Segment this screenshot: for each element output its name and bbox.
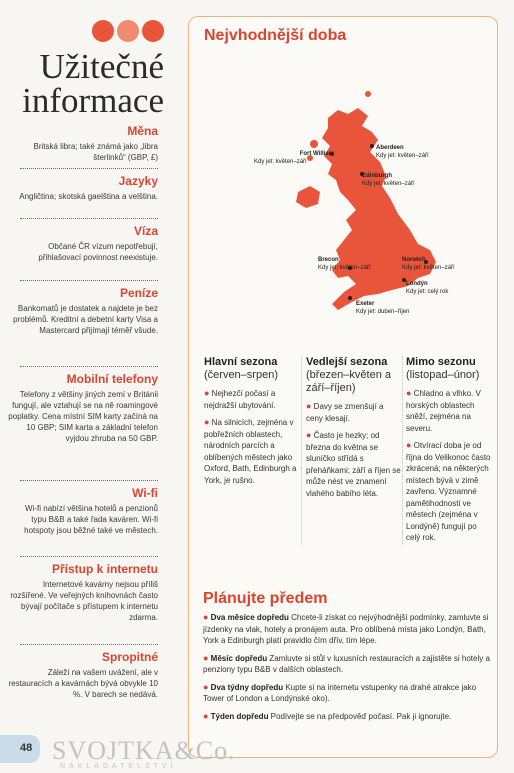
island-shape bbox=[310, 140, 318, 148]
map-label-brecon bbox=[318, 256, 371, 272]
page-number: 48 bbox=[20, 742, 33, 754]
map-label-fort-william bbox=[294, 150, 334, 158]
panel-title: Nejvhodnější doba bbox=[204, 27, 347, 44]
map-label-norwich bbox=[402, 256, 455, 272]
bullet-icon: ● bbox=[406, 388, 412, 398]
city-name: Londýn bbox=[406, 281, 428, 287]
info-money bbox=[8, 286, 158, 336]
divider bbox=[20, 556, 158, 557]
info-languages bbox=[8, 174, 158, 202]
season-point bbox=[204, 388, 300, 411]
season-heading: Vedlejší sezona bbox=[306, 356, 388, 368]
northern-ireland-shape bbox=[296, 186, 320, 208]
decorative-dots bbox=[92, 20, 164, 42]
map-label-london bbox=[406, 280, 448, 296]
title-line-2: informace bbox=[22, 81, 164, 120]
page-number-tab bbox=[0, 735, 40, 763]
season-point bbox=[306, 401, 402, 424]
season-months: (březen–květen a září–říjen) bbox=[306, 369, 391, 394]
info-heading: Mobilní telefony bbox=[66, 372, 158, 386]
island-shape bbox=[365, 91, 371, 97]
plan-item-label: Týden dopředu bbox=[210, 711, 269, 721]
bullet-icon: ● bbox=[203, 612, 209, 622]
info-text: Wi-fi nabízí většina hotelů a penzionů typu B&B a také řada kaváren. Wi-fi hotspoty jsou běžné také ve městech. bbox=[24, 504, 158, 535]
season-point bbox=[204, 417, 300, 486]
info-heading: Přístup k internetu bbox=[51, 562, 158, 576]
publisher-logo: SVOJTKA&Co. bbox=[52, 736, 236, 765]
info-heading: Peníze bbox=[119, 286, 158, 300]
info-heading: Spropitné bbox=[102, 650, 158, 664]
uk-map bbox=[240, 80, 490, 330]
plan-list bbox=[203, 612, 491, 728]
city-name: Norwich bbox=[402, 257, 426, 263]
info-mobile bbox=[8, 372, 158, 444]
plan-item bbox=[203, 682, 491, 705]
info-heading: Wi-fi bbox=[132, 486, 158, 500]
season-point-text: Otvírací doba je od října do Velikonoc často zkrácená; na některých místech bývá v zimě zavřeno. Významné pamětihodnosti ve městech (zejména v Londýně) fungují po celý rok. bbox=[406, 441, 491, 542]
bullet-icon: ● bbox=[203, 681, 209, 692]
info-internet bbox=[8, 562, 158, 623]
info-text: Angličtina; skotská gaelština a velština. bbox=[19, 192, 158, 201]
bullet-icon: ● bbox=[203, 710, 209, 721]
bullet-icon: ● bbox=[204, 388, 210, 398]
city-when: Kdy jet: celý rok bbox=[406, 289, 449, 295]
dot-2 bbox=[117, 20, 139, 42]
season-point bbox=[406, 388, 492, 434]
season-point-text: Na silnicích, zejména v pobřežních oblastech, národních parcích a oblíbených městech jako Oxford, Bath, Edinburgh a York, je rušno. bbox=[204, 418, 297, 485]
season-point bbox=[306, 430, 402, 499]
plan-item-text: Kupte si na internetu vstupenky na drahé atrakce jako Tower of London a Londýnské oko). bbox=[203, 682, 477, 703]
info-visa bbox=[8, 224, 158, 263]
season-shoulder bbox=[306, 356, 402, 499]
divider bbox=[20, 644, 158, 645]
season-heading: Hlavní sezona bbox=[204, 356, 278, 368]
city-when: Kdy jet: květen–září bbox=[402, 265, 455, 271]
bullet-icon: ● bbox=[204, 417, 210, 427]
plan-item bbox=[203, 711, 491, 723]
column-divider bbox=[402, 356, 403, 546]
city-when: Kdy jet: květen–září bbox=[254, 159, 307, 165]
info-wifi bbox=[8, 486, 158, 536]
city-name: Brecon bbox=[318, 257, 339, 263]
divider bbox=[20, 218, 158, 219]
city-when: Kdy jet: květen–září bbox=[376, 153, 429, 159]
city-name: Exeter bbox=[356, 301, 375, 307]
plan-item-label: Dva týdny dopředu bbox=[210, 682, 284, 692]
city-when: Kdy jet: květen–září bbox=[362, 181, 415, 187]
plan-item bbox=[203, 612, 491, 647]
season-point bbox=[406, 440, 492, 544]
city-dot-aberdeen bbox=[370, 144, 374, 148]
plan-item-text: Chcete-li získat co nejvýhodnější podmínky, zamluvte si jízdenky na vlak, hotely a pronájem auta. Pro oblíbená místa jako Londýn, Bath, York a Edinburgh platí pravidlo čím dřív, tím lépe. bbox=[203, 613, 489, 645]
map-label-aberdeen bbox=[376, 144, 429, 160]
divider bbox=[20, 280, 158, 281]
city-dot-exeter bbox=[348, 296, 352, 300]
page-title bbox=[14, 47, 164, 120]
city-when: Kdy jet: květen–září bbox=[318, 265, 371, 271]
season-high bbox=[204, 356, 300, 486]
info-heading: Měna bbox=[127, 124, 158, 138]
season-point-text: Chladno a vlhko. V horských oblastech sněží, zejména na severu. bbox=[406, 389, 481, 433]
plan-title: Plánujte předem bbox=[203, 590, 328, 607]
info-tipping bbox=[8, 650, 158, 700]
divider bbox=[20, 168, 158, 169]
map-label-exeter bbox=[356, 300, 409, 316]
plan-item-text: Podívejte se na předpověď počasí. Pak ji ignorujte. bbox=[268, 711, 452, 721]
season-point-text: Nejhezčí počasí a nejdražší ubytování. bbox=[204, 389, 276, 410]
plan-item-label: Dva měsíce dopředu bbox=[210, 613, 289, 622]
bullet-icon: ● bbox=[406, 440, 412, 450]
divider bbox=[20, 480, 158, 481]
publisher-subtitle: NAKLADATELSTVÍ bbox=[60, 763, 177, 770]
plan-item bbox=[203, 653, 491, 676]
info-text: Telefony z většiny jiných zemí v Británii fungují, ale vztahují se na ně roamingové poplatky. Cena místní SIM karty začíná na 10 GBP; SIM karta a základní telefon vyjdou zhruba na 50 GBP. bbox=[8, 390, 158, 443]
season-point-text: Davy se zmenšují a ceny klesají. bbox=[306, 402, 384, 423]
season-point-text: Často je hezky; od března do května se sluníčko střídá s přeháňkami; září a říjen se může nést ve znamení vlahého babího léta. bbox=[306, 431, 401, 498]
season-heading: Mimo sezonu bbox=[406, 356, 476, 368]
map-label-fort-william-when bbox=[254, 158, 307, 166]
dot-3 bbox=[142, 20, 164, 42]
bullet-icon: ● bbox=[306, 401, 312, 411]
info-heading: Víza bbox=[133, 224, 158, 238]
city-name: Aberdeen bbox=[376, 145, 404, 151]
map-label-edinburgh bbox=[362, 172, 415, 188]
season-months: (červen–srpen) bbox=[204, 369, 278, 381]
season-months: (listopad–únor) bbox=[406, 369, 480, 381]
city-when: Kdy jet: duben–říjen bbox=[356, 309, 410, 315]
column-divider bbox=[301, 356, 302, 546]
bullet-icon: ● bbox=[203, 652, 209, 663]
info-text: Internetové kavárny nejsou příliš rozšířené. Ve veřejných knihovnách často bývají počítače s přístupem k internetu zdarma. bbox=[10, 580, 158, 622]
city-name: Fort William bbox=[299, 151, 334, 157]
info-text: Občané ČR vízum nepotřebují, přihlašovací povinnost neexistuje. bbox=[38, 242, 158, 262]
bullet-icon: ● bbox=[306, 430, 312, 440]
info-text: Bankomatů je dostatek a najdete je bez problémů. Kreditní a debetní karty Visa a Mastercard přijímají téměř všude. bbox=[13, 304, 158, 335]
city-name: Edinburgh bbox=[362, 173, 392, 179]
info-currency bbox=[8, 124, 158, 163]
info-text: Britská libra; také známá jako „libra šterlinků“ (GBP, £) bbox=[33, 142, 158, 162]
info-heading: Jazyky bbox=[118, 174, 158, 188]
divider bbox=[20, 366, 158, 367]
season-low bbox=[406, 356, 492, 544]
sidebar bbox=[0, 0, 166, 773]
plan-item-text: Zamluvte si stůl v luxusních restauracích a zajistěte si hotely a penziony typu B&B v dalších oblastech. bbox=[203, 653, 490, 674]
info-text: Záleží na vašem uvážení, ale v restauracích a kavárnách bývá obvykle 10 %. V barech se nedává. bbox=[8, 668, 158, 699]
plan-item-label: Měsíc dopředu bbox=[210, 653, 268, 663]
title-line-1: Užitečné bbox=[39, 47, 164, 86]
dot-1 bbox=[92, 20, 114, 42]
